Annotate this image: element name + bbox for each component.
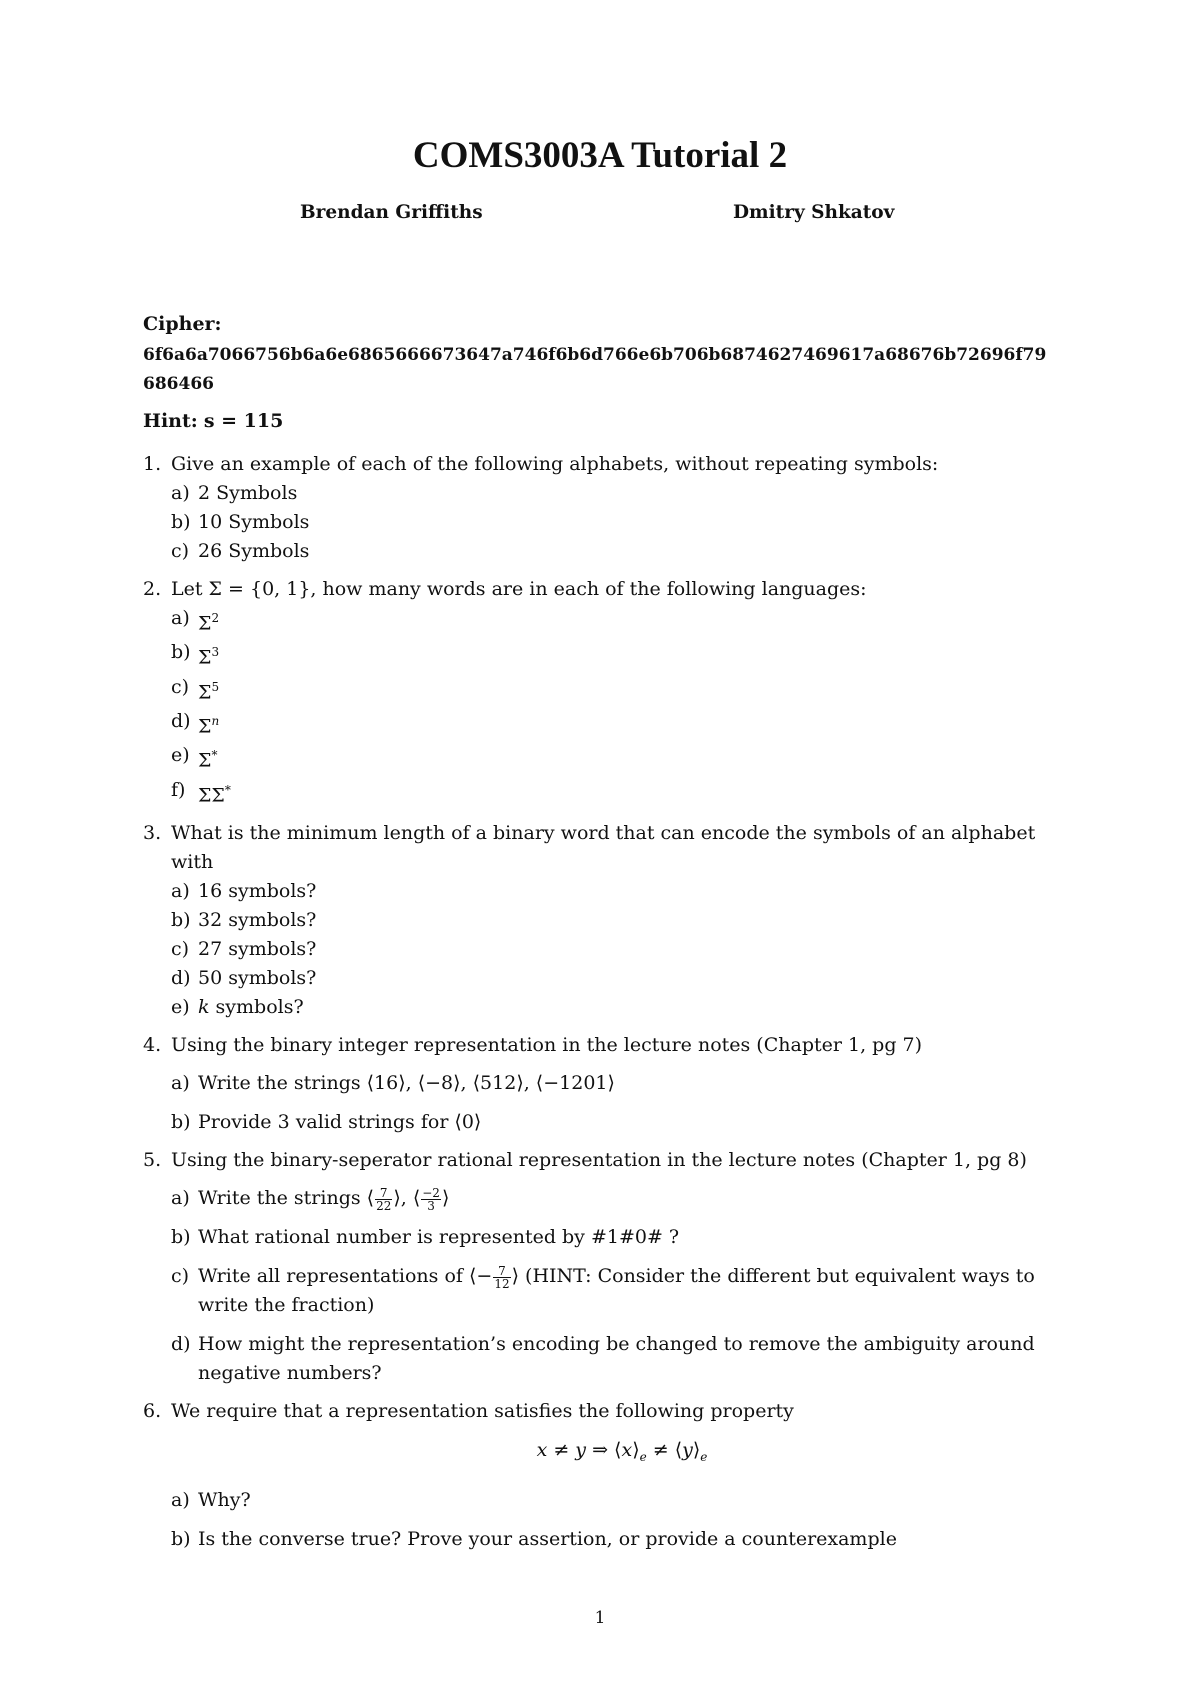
subquestion <box>171 638 1073 672</box>
subquestion-label: c) <box>171 937 190 960</box>
fraction-numerator: 7 <box>375 1187 392 1200</box>
math-base: ΣΣ <box>198 783 225 806</box>
subquestion-label: a) <box>171 482 190 504</box>
question-3 <box>143 819 1073 1022</box>
math-base: Σ <box>198 715 212 738</box>
question-number: 3. <box>143 821 162 844</box>
subquestion <box>171 964 1073 993</box>
hint-text: s = 115 <box>203 410 284 432</box>
question-4 <box>143 1031 1073 1137</box>
subquestion <box>171 1108 1073 1137</box>
subquestion-text: Is the converse true? Prove your assertion, or provide a counterexample <box>198 1527 897 1550</box>
subquestion-label: e) <box>171 744 190 767</box>
subquestion <box>171 877 1073 906</box>
subquestion <box>171 741 1073 775</box>
math-base: Σ <box>198 749 212 772</box>
fraction <box>375 1187 392 1212</box>
fraction <box>421 1187 441 1212</box>
subquestion <box>171 906 1073 935</box>
subquestion-label: d) <box>171 966 191 989</box>
subquestion-text: Provide 3 valid strings for ⟨0⟩ <box>198 1110 482 1133</box>
math-exponent: 2 <box>211 611 220 625</box>
subquestion-label: e) <box>171 995 190 1018</box>
subquestion-label: a) <box>171 607 190 629</box>
fraction <box>493 1265 510 1290</box>
subquestion-text: 16 symbols? <box>198 879 317 902</box>
question-number: 6. <box>143 1399 162 1422</box>
equation-x: x <box>621 1438 633 1461</box>
equation-subscript: e <box>639 1449 647 1464</box>
fraction-numerator: 7 <box>493 1265 510 1278</box>
question-5 <box>143 1146 1073 1388</box>
math-base: Σ <box>198 680 212 703</box>
question-text-prefix: Let <box>171 578 209 600</box>
subquestion-label: b) <box>171 1225 191 1248</box>
subquestion-text: Write the strings ⟨16⟩, ⟨−8⟩, ⟨512⟩, ⟨−1201⟩ <box>198 1071 615 1094</box>
subquestion-label: f) <box>171 778 186 801</box>
subquestion <box>171 776 1073 810</box>
question-number: 5. <box>143 1148 162 1171</box>
subquestion-list <box>171 877 1073 1022</box>
fraction-denominator: 3 <box>427 1198 435 1213</box>
subquestion-text: 32 symbols? <box>198 908 317 931</box>
math-exponent: * <box>224 782 231 797</box>
subquestion-text: 10 Symbols <box>198 511 310 533</box>
question-1 <box>143 450 1073 566</box>
question-number: 4. <box>143 1033 162 1056</box>
subquestion-text: 26 Symbols <box>198 540 310 562</box>
subquestion-label: b) <box>171 1110 191 1133</box>
math-exponent: n <box>211 713 220 728</box>
author-2: Dmitry Shkatov <box>733 202 895 223</box>
subquestion-text: What rational number is represented by #1#0# ? <box>198 1225 680 1248</box>
subquestion <box>171 1223 1073 1252</box>
subquestion-label: a) <box>171 879 190 902</box>
math-exponent: 5 <box>211 679 220 694</box>
subquestion-text: Why? <box>198 1488 251 1511</box>
equation-lhs: x ≠ y ⇒ <box>536 1438 615 1461</box>
question-text-suffix: , how many words are in each of the following languages: <box>310 578 867 600</box>
question-text: Give an example of each of the following alphabets, without repeating symbols: <box>171 453 939 475</box>
subquestion-label: b) <box>171 1527 191 1550</box>
question-math: Σ = {0, 1} <box>208 578 311 600</box>
subquestion <box>171 537 1073 566</box>
subquestion <box>171 1486 1073 1515</box>
subquestion <box>171 604 1073 638</box>
equation-subscript: e <box>700 1449 708 1464</box>
hint-label: Hint: <box>143 410 198 432</box>
question-text: What is the minimum length of a binary word that can encode the symbols of an alphabet with <box>171 821 1036 873</box>
subquestion-label: b) <box>171 908 191 931</box>
subquestion-text: symbols? <box>209 995 304 1018</box>
subquestion <box>171 508 1073 537</box>
math-base: Σ <box>198 646 212 669</box>
subquestion-list <box>171 1486 1073 1554</box>
fraction-denominator: 12 <box>494 1276 510 1291</box>
hint <box>143 410 283 432</box>
subquestion-label: a) <box>171 1071 190 1094</box>
subquestion-text-suffix: (HINT: Consider the different but equivalent ways to write the fraction) <box>198 1264 1035 1316</box>
equation-y: y <box>682 1438 693 1461</box>
equation-neq: ≠ <box>646 1438 675 1461</box>
document-title: COMS3003A Tutorial 2 <box>412 135 788 176</box>
subquestion: c) Write all representations of ⟨− $\frac{7}{12}$ ⟩ (HINT: Consider the different but equivalent ways to write the fraction) <box>171 1263 1035 1316</box>
subquestion: a) Write the strings ⟨ $\frac{7}{22}$ ⟩, ⟨ $\frac{-2}{3}$ ⟩ <box>171 1185 450 1213</box>
fraction-numerator: −2 <box>422 1185 440 1200</box>
question-number: 1. <box>143 453 162 475</box>
subquestion-list <box>171 1069 1073 1137</box>
math-exponent: * <box>211 748 218 763</box>
question-text: Using the binary-seperator rational representation in the lecture notes (Chapter 1, pg 8) <box>171 1148 1027 1171</box>
cipher-value: 6f6a6a7066756b6a6e6865666673647a746f6b6d766e6b706b6874627469617a68676b72696f79686466 <box>143 345 1047 394</box>
subquestion <box>171 673 1073 707</box>
subquestion-label: b) <box>171 641 191 664</box>
page-number: 1 <box>594 1608 606 1628</box>
subquestion-label: c) <box>171 675 190 698</box>
subquestion-label: a) <box>171 1488 190 1511</box>
subquestion-text-prefix: Write all representations of <box>198 1264 463 1287</box>
subquestion-text: 27 symbols? <box>198 937 317 960</box>
author-1: Brendan Griffiths <box>300 202 483 223</box>
math-variable: k <box>198 995 210 1018</box>
subquestion-label: d) <box>171 709 191 732</box>
math-base: Σ <box>198 612 212 635</box>
subquestion <box>171 1525 1073 1554</box>
subquestion-text: 50 symbols? <box>198 966 317 989</box>
fraction-denominator: 22 <box>376 1198 392 1213</box>
subquestion-label: c) <box>171 1264 190 1287</box>
subquestion-text: Write the strings <box>198 1186 361 1209</box>
math-exponent: 3 <box>211 645 220 660</box>
subquestion <box>171 935 1073 964</box>
subquestion-text: 2 Symbols <box>198 482 298 504</box>
display-equation: x ≠ y ⇒ $⟨x⟩_e$ ≠ $⟨y⟩_e$ <box>536 1438 708 1464</box>
question-2 <box>143 575 1073 810</box>
question-6 <box>143 1397 1073 1554</box>
subquestion <box>171 479 1073 508</box>
subquestion-label: a) <box>171 1186 190 1209</box>
question-number: 2. <box>143 578 162 600</box>
subquestion-label: c) <box>171 540 190 562</box>
cipher-label: Cipher: <box>143 313 222 335</box>
subquestion-text: How might the representation’s encoding be changed to remove the ambiguity around negative numbers? <box>198 1332 1035 1384</box>
question-text: We require that a representation satisfies the following property <box>171 1399 794 1422</box>
subquestion <box>171 1069 1073 1098</box>
subquestion <box>171 1330 1073 1388</box>
subquestion-list <box>171 604 1073 810</box>
subquestion-label: b) <box>171 511 191 533</box>
subquestion <box>171 993 1073 1022</box>
question-text: Using the binary integer representation in the lecture notes (Chapter 1, pg 7) <box>171 1033 923 1056</box>
subquestion <box>171 707 1073 741</box>
question-list <box>143 450 1073 1554</box>
subquestion-list <box>171 1184 1073 1388</box>
subquestion-label: d) <box>171 1332 191 1355</box>
subquestion-list <box>171 479 1073 566</box>
